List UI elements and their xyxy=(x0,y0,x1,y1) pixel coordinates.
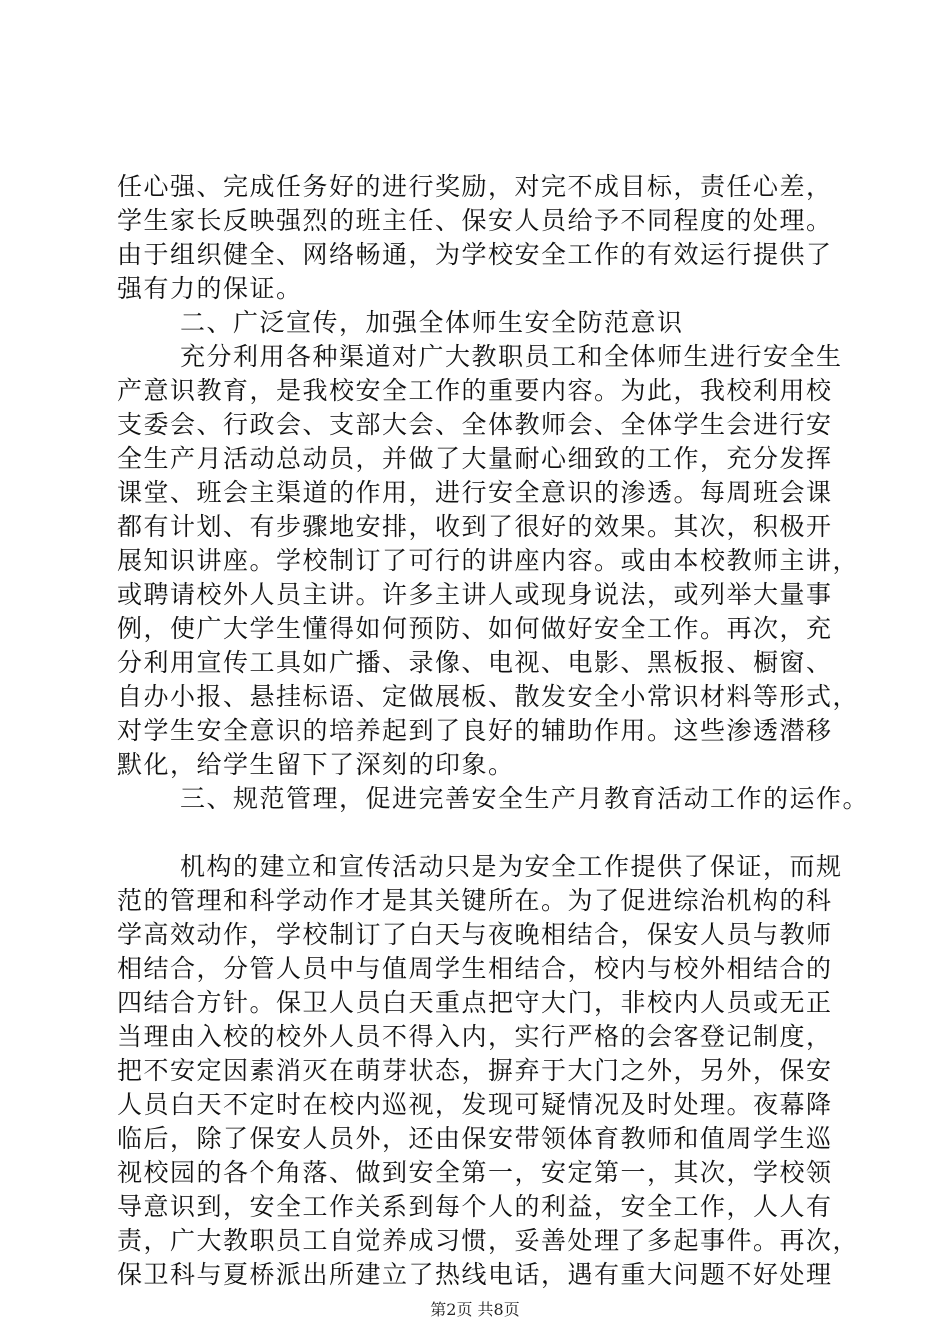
text-line: 保卫科与夏桥派出所建立了热线电话，遇有重大问题不好处理 xyxy=(117,1260,833,1289)
text-line: 对学生安全意识的培养起到了良好的辅助作用。这些渗透潜移 xyxy=(117,716,833,745)
text-line: 课堂、班会主渠道的作用，进行安全意识的渗透。每周班会课 xyxy=(117,478,833,507)
text-line: 临后，除了保安人员外，还由保安带领体育教师和值周学生巡 xyxy=(117,1124,833,1153)
text-line: 导意识到，安全工作关系到每个人的利益，安全工作，人人有 xyxy=(117,1192,833,1221)
text-line: 展知识讲座。学校制订了可行的讲座内容。或由本校教师主讲， xyxy=(117,546,860,575)
text-line: 自办小报、悬挂标语、定做展板、散发安全小常识材料等形式， xyxy=(117,682,860,711)
text-line: 都有计划、有步骤地安排，收到了很好的效果。其次，积极开 xyxy=(117,512,833,541)
text-line: 范的管理和科学动作才是其关键所在。为了促进综治机构的科 xyxy=(117,886,833,915)
text-line: 或聘请校外人员主讲。许多主讲人或现身说法，或列举大量事 xyxy=(117,580,833,609)
text-line: 视校园的各个角落、做到安全第一，安定第一，其次，学校领 xyxy=(117,1158,833,1187)
text-line: 任心强、完成任务好的进行奖励，对完不成目标，责任心差， xyxy=(117,172,833,201)
page-footer: 第2页 共8页 xyxy=(430,1300,520,1319)
text-line: 机构的建立和宣传活动只是为安全工作提供了保证，而规 xyxy=(180,852,843,881)
text-line: 分利用宣传工具如广播、录像、电视、电影、黑板报、橱窗、 xyxy=(117,648,833,677)
text-line: 当理由入校的校外人员不得入内，实行严格的会客登记制度， xyxy=(117,1022,833,1051)
text-line: 把不安定因素消灭在萌芽状态，摒弃于大门之外，另外，保安 xyxy=(117,1056,833,1085)
text-line: 责，广大教职员工自觉养成习惯，妥善处理了多起事件。再次， xyxy=(117,1226,860,1255)
text-line: 人员白天不定时在校内巡视，发现可疑情况及时处理。夜幕降 xyxy=(117,1090,833,1119)
text-line: 默化，给学生留下了深刻的印象。 xyxy=(117,750,515,779)
text-line: 强有力的保证。 xyxy=(117,274,303,303)
text-line: 学高效动作，学校制订了白天与夜晚相结合，保安人员与教师 xyxy=(117,920,833,949)
text-line: 产意识教育，是我校安全工作的重要内容。为此，我校利用校 xyxy=(117,376,833,405)
section-heading: 三、规范管理，促进完善安全生产月教育活动工作的运作。 xyxy=(180,784,870,813)
text-line: 学生家长反映强烈的班主任、保安人员给予不同程度的处理。 xyxy=(117,206,833,235)
text-line: 四结合方针。保卫人员白天重点把守大门，非校内人员或无正 xyxy=(117,988,833,1017)
text-line: 例，使广大学生懂得如何预防、如何做好安全工作。再次，充 xyxy=(117,614,833,643)
text-line: 支委会、行政会、支部大会、全体教师会、全体学生会进行安 xyxy=(117,410,833,439)
text-line: 充分利用各种渠道对广大教职员工和全体师生进行安全生 xyxy=(180,342,843,371)
text-line: 相结合，分管人员中与值周学生相结合，校内与校外相结合的 xyxy=(117,954,833,983)
section-heading: 二、广泛宣传，加强全体师生安全防范意识 xyxy=(180,308,684,337)
text-line: 全生产月活动总动员，并做了大量耐心细致的工作，充分发挥 xyxy=(117,444,833,473)
text-line: 由于组织健全、网络畅通，为学校安全工作的有效运行提供了 xyxy=(117,240,833,269)
